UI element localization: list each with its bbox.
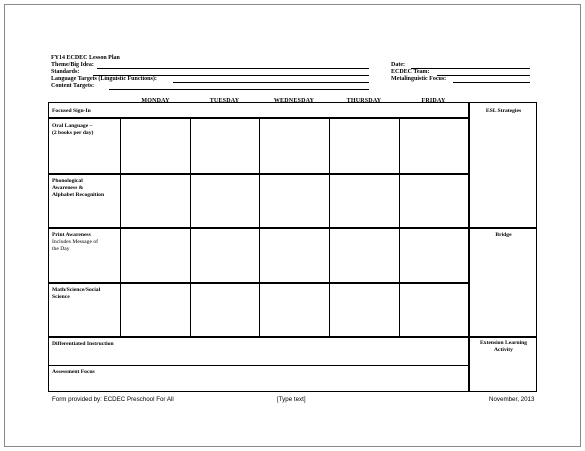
day-header-wednesday: WEDNESDAY [273, 98, 315, 104]
date-label: Date: [391, 62, 405, 68]
row-label-phonological-2: Awareness & [52, 185, 84, 191]
lesson-grid [48, 102, 537, 392]
content-targets-label: Content Targets: [51, 83, 95, 89]
day-header-tuesday: TUESDAY [209, 98, 240, 104]
metalinguistic-label: Metalinguistic Focus: [391, 76, 447, 82]
col-divider [259, 117, 260, 336]
row-label-differentiated: Differentiated Instruction [52, 341, 114, 347]
row-label-oral-language: Oral Language – [52, 123, 93, 129]
row-divider [48, 336, 537, 338]
col-divider [329, 117, 330, 336]
extension-learning-label: Extension Learning [479, 340, 528, 346]
row-label-focused-signin: Focused Sign-In [52, 108, 91, 114]
row-label-print-awareness: Print Awareness [52, 232, 91, 238]
footer-provided-by: Form provided by: ECDEC Preschool For All [52, 396, 174, 403]
ecdec-team-label: ECDEC Team: [391, 69, 430, 75]
row-label-math-science: Math/Science/Social [52, 287, 101, 293]
metalinguistic-field[interactable] [453, 82, 530, 83]
row-label-phonological-3: Alphabet Recognition [52, 192, 105, 198]
row-label-print-awareness-2: Includes Message of [52, 239, 98, 245]
row-divider [48, 227, 537, 229]
row-divider [48, 365, 469, 366]
day-header-friday: FRIDAY [421, 98, 446, 104]
day-header-thursday: THURSDAY [346, 98, 382, 104]
language-targets-field[interactable] [173, 82, 369, 83]
theme-field[interactable] [97, 68, 369, 69]
col-divider [190, 117, 191, 336]
esl-strategies-label: ESL Strategies [485, 108, 522, 114]
lesson-plan-page [4, 4, 581, 447]
language-targets-label: Language Targets (Linguistic Functions): [51, 76, 157, 82]
day-header-monday: MONDAY [141, 98, 170, 104]
extension-activity-label: Activity [494, 347, 513, 353]
row-label-math-science-2: Science [52, 294, 70, 300]
content-targets-field[interactable] [109, 89, 369, 90]
row-label-assessment: Assessment Focus [52, 369, 95, 375]
footer-date: November, 2013 [489, 396, 535, 403]
row-label-print-awareness-3: the Day [52, 246, 70, 252]
standards-label: Standards: [51, 69, 80, 75]
bridge-label: Bridge [495, 232, 512, 238]
col-divider [120, 117, 121, 336]
ecdec-team-field[interactable] [437, 75, 530, 76]
form-title: FY14 ECDEC Lesson Plan [51, 55, 120, 61]
row-label-phonological: Phonological [52, 178, 83, 184]
row-label-oral-language-sub: (2 books per day) [52, 130, 94, 136]
theme-label: Theme/Big Idea: [51, 62, 94, 68]
col-divider [399, 117, 400, 336]
footer-type-text: [Type text] [277, 396, 306, 403]
